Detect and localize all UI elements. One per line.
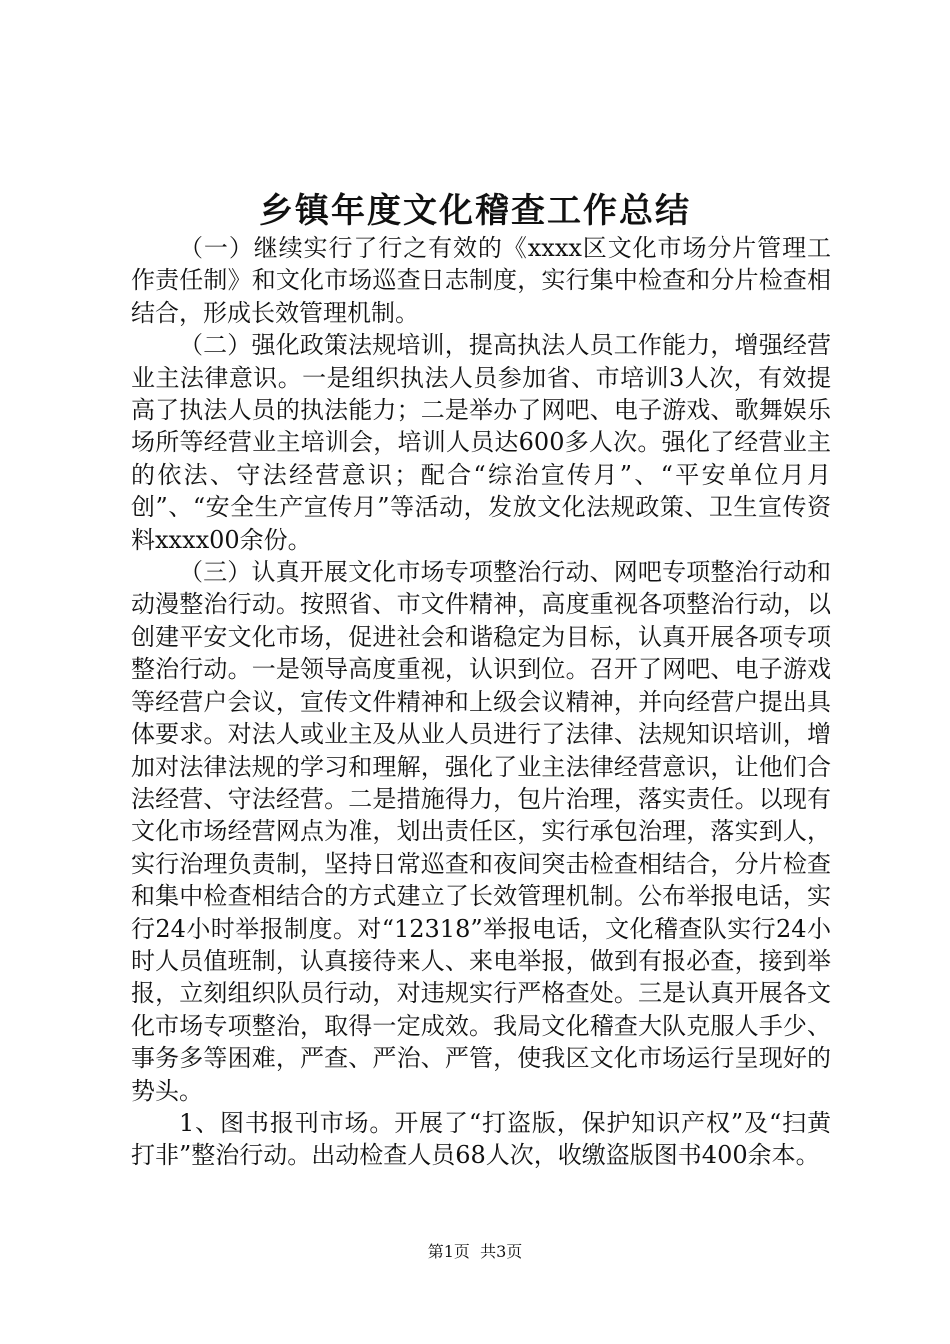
page-number: 第1页 <box>427 1242 470 1261</box>
page-total: 共3页 <box>480 1242 523 1261</box>
document-title: 乡镇年度文化稽查工作总结 <box>259 191 691 231</box>
document-body <box>131 232 831 1172</box>
page-footer <box>0 1240 950 1264</box>
paragraph: （二）强化政策法规培训，提高执法人员工作能力，增强经营业主法律意识。一是组织执法人员参加省、市培训3人次，有效提高了执法人员的执法能力；二是举办了网吧、电子游戏、歌舞娱乐场所等经营业主培训会，培训人员达600多人次。强化了经营业主的依法、守法经营意识；配合“综治宣传月”、“平安单位月月创”、“安全生产宣传月”等活动，发放文化法规政策、卫生宣传资料xxxx00余份。 <box>131 331 831 554</box>
paragraph: 1、图书报刊市场。开展了“打盗版，保护知识产权”及“扫黄打非”整治行动。出动检查人员68人次，收缴盗版图书400余本。 <box>131 1108 831 1170</box>
paragraph: （一）继续实行了行之有效的《xxxx区文化市场分片管理工作责任制》和文化市场巡查日志制度，实行集中检查和分片检查相结合，形成长效管理机制。 <box>131 234 831 327</box>
paragraph: （三）认真开展文化市场专项整治行动、网吧专项整治行动和动漫整治行动。按照省、市文件精神，高度重视各项整治行动，以创建平安文化市场，促进社会和谐稳定为目标，认真开展各项专项整治行动。一是领导高度重视，认识到位。召开了网吧、电子游戏等经营户会议，宣传文件精神和上级会议精神，并向经营户提出具体要求。对法人或业主及从业人员进行了法律、法规知识培训，增加对法律法规的学习和理解，强化了业主法律经营意识，让他们合法经营、守法经营。二是措施得力，包片治理，落实责任。以现有文化市场经营网点为准，划出责任区，实行承包治理，落实到人，实行治理负责制，坚持日常巡查和夜间突击检查相结合，分片检查和集中检查相结合的方式建立了长效管理机制。公布举报电话，实行24小时举报制度。对“12318”举报电话，文化稽查队实行24小时人员值班制，认真接待来人、来电举报，做到有报必查，接到举报，立刻组织队员行动，对违规实行严格查处。三是认真开展各文化市场专项整治，取得一定成效。我局文化稽查大队克服人手少、事务多等困难，严查、严治、严管，使我区文化市场运行呈现好的势头。 <box>131 558 831 1105</box>
